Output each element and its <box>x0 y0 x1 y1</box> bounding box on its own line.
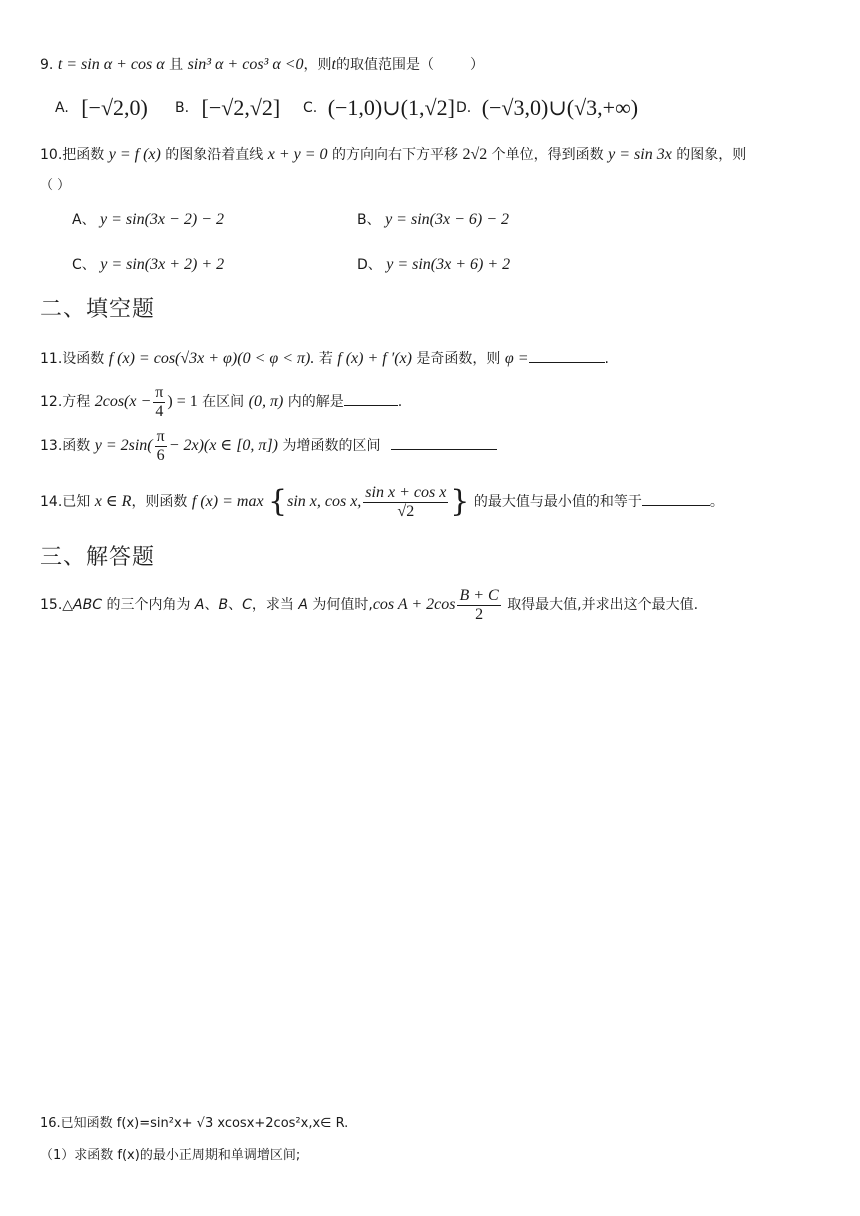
question-number: 9. <box>40 57 54 73</box>
fraction <box>457 587 500 624</box>
question-9-stem <box>40 55 484 75</box>
option-label: C、 <box>72 257 96 273</box>
question-16-part-1: （1）求函数 f(x)的最小正周期和单调增区间; <box>40 1148 301 1163</box>
option-text: (−1,0)∪(1,√2] <box>327 95 455 120</box>
math-expression: sin x, cos x, <box>287 493 362 510</box>
text: 且 <box>169 57 184 73</box>
math-variable: A <box>194 597 205 613</box>
question-10-option-d <box>357 253 510 277</box>
option-label: B、 <box>357 212 381 228</box>
text: 已知 <box>62 494 91 510</box>
text: 若 <box>318 351 333 367</box>
text: 设函数 <box>62 351 105 367</box>
math-expression: y = sin 3x <box>608 146 672 163</box>
text: 的图象，则 <box>676 147 747 163</box>
right-brace-icon: } <box>450 484 470 519</box>
question-9-option-b <box>175 96 280 120</box>
math-expression: sin³ α + cos³ α <0 <box>187 56 304 73</box>
question-number: 11. <box>40 351 63 367</box>
fraction-numerator: π <box>156 427 165 445</box>
math-expression: ) = 1 <box>167 393 198 410</box>
text: 的三个内角为 <box>106 597 191 613</box>
answer-blank[interactable] <box>642 491 710 506</box>
text: 把函数 <box>62 147 105 163</box>
text: ，则函数 <box>131 494 188 510</box>
math-expression: t = sin α + cos α <box>57 56 165 73</box>
question-9-option-a <box>55 96 148 120</box>
text: 函数 <box>62 438 91 454</box>
text: ） <box>470 57 484 73</box>
math-expression: (0, π) <box>248 393 284 410</box>
fraction-denominator: 6 <box>156 446 165 464</box>
option-label: A. <box>55 100 69 116</box>
question-13 <box>40 426 497 466</box>
question-9-option-c <box>303 96 455 120</box>
math-variable: t <box>331 56 336 73</box>
fraction <box>153 384 165 421</box>
question-9-option-d <box>456 96 638 120</box>
section-heading-solutions: 三、解答题 <box>40 545 156 570</box>
answer-blank[interactable] <box>391 435 497 450</box>
text: 的最大值与最小值的和等于 <box>473 494 642 510</box>
math-expression: f (x) = cos(√3x + φ)(0 < φ < π). <box>108 350 315 367</box>
math-expression: x + y = 0 <box>267 146 328 163</box>
question-number: 12. <box>40 394 63 410</box>
fraction <box>363 484 448 521</box>
math-expression: φ = <box>504 350 529 367</box>
option-text: y = sin(3x − 6) − 2 <box>385 211 509 228</box>
question-12 <box>40 382 402 422</box>
option-text: [−√2,√2] <box>201 95 281 120</box>
question-11 <box>40 348 609 369</box>
section-heading-fill-in: 二、填空题 <box>40 297 156 322</box>
math-expression: y = 2sin( <box>94 437 153 454</box>
fraction-denominator: 4 <box>155 402 164 420</box>
math-expression: y = f (x) <box>108 146 161 163</box>
math-expression: f (x) = max <box>191 493 264 510</box>
question-number: 15. <box>40 597 63 613</box>
text: . <box>397 394 403 410</box>
text: 、 <box>228 597 243 613</box>
math-variable: ABC <box>73 597 103 613</box>
answer-paren: （ ） <box>40 178 71 193</box>
text: 的图象沿着直线 <box>165 147 264 163</box>
math-variable: A <box>298 597 308 613</box>
math-expression: − 2x)(x ∈ [0, π]) <box>168 437 278 454</box>
option-text: (−√3,0)∪(√3,+∞) <box>481 95 639 120</box>
answer-blank[interactable] <box>529 348 605 363</box>
fraction-denominator: √2 <box>397 502 415 520</box>
fraction-numerator: sin x + cos x <box>365 483 447 501</box>
fraction-numerator: π <box>155 383 164 401</box>
math-variable: B <box>218 597 229 613</box>
text: 、 <box>204 597 219 613</box>
text: 的取值范围是（ <box>336 57 434 73</box>
text: 是奇函数，则 <box>416 351 501 367</box>
question-16-stem: 16.已知函数 f(x)=sin²x+ √3 xcosx+2cos²x,x∈ R. <box>40 1116 349 1131</box>
text: 个单位，得到函数 <box>491 147 604 163</box>
question-10-option-c <box>72 253 224 277</box>
fraction-numerator: B + C <box>459 586 499 604</box>
question-number: 10. <box>40 147 63 163</box>
text: 的方向向右下方平移 <box>331 147 458 163</box>
math-variable: C <box>242 597 252 613</box>
question-10-option-a <box>72 208 224 232</box>
option-label: C. <box>303 100 318 116</box>
text: . <box>604 351 609 367</box>
text: ，求当 <box>251 597 294 613</box>
question-14 <box>40 478 724 526</box>
fraction <box>155 428 167 465</box>
question-10-stem <box>40 145 746 165</box>
text: 。 <box>709 494 724 510</box>
question-number: 13. <box>40 438 63 454</box>
option-label: B. <box>175 100 190 116</box>
math-expression: 2cos(x − <box>94 393 152 410</box>
option-text: y = sin(3x − 2) − 2 <box>100 211 224 228</box>
triangle-symbol: △ <box>62 597 74 613</box>
text: 内的解是 <box>287 394 344 410</box>
option-text: y = sin(3x + 6) + 2 <box>386 256 511 273</box>
text: 为何值时, <box>312 597 373 613</box>
option-text: y = sin(3x + 2) + 2 <box>100 256 225 273</box>
question-number: 14. <box>40 494 63 510</box>
question-10-option-b <box>357 208 509 232</box>
left-brace-icon: { <box>268 484 288 519</box>
option-label: D、 <box>357 257 382 273</box>
text: 方程 <box>62 394 91 410</box>
question-15 <box>40 584 698 626</box>
text: ，则 <box>303 57 332 73</box>
fraction-denominator: 2 <box>475 605 484 623</box>
text: 取得最大值,并求出这个最大值. <box>507 597 699 613</box>
math-expression: f (x) + f ′(x) <box>337 350 412 367</box>
text: 为增函数的区间 <box>282 438 381 454</box>
math-expression: cos A + 2cos <box>372 596 456 613</box>
math-expression: 2√2 <box>462 146 488 163</box>
option-text: [−√2,0) <box>81 95 148 120</box>
option-label: A、 <box>72 212 96 228</box>
answer-blank[interactable] <box>344 391 398 406</box>
text: 在区间 <box>202 394 245 410</box>
math-expression: x ∈ R <box>94 493 132 510</box>
option-label: D. <box>456 100 472 116</box>
